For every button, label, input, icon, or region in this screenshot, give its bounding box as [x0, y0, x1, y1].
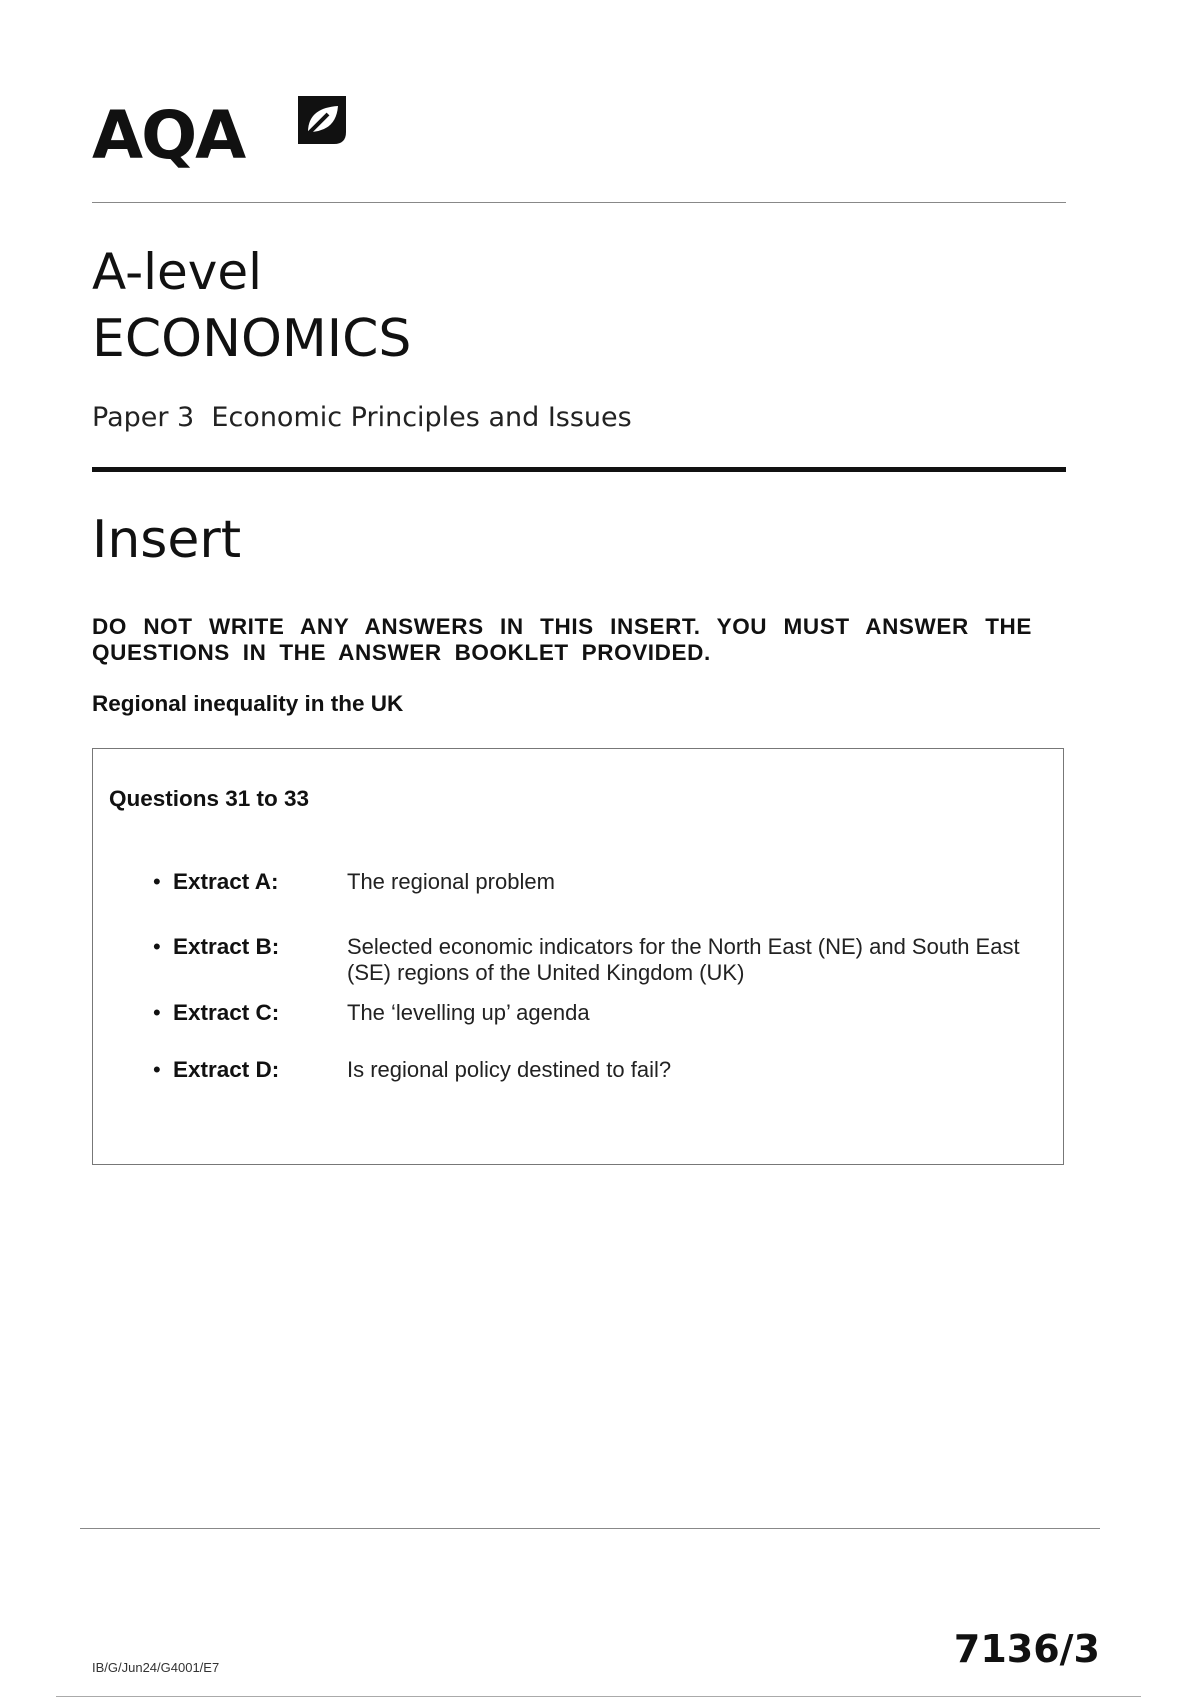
extract-label: Extract B: — [173, 934, 280, 959]
extract-title: Is regional policy destined to fail? — [347, 1057, 672, 1082]
paper-title: Paper 3 Economic Principles and Issues — [92, 402, 632, 433]
page-bottom-line — [56, 1696, 1141, 1697]
insert-title: Insert — [92, 510, 242, 570]
document-reference: IB/G/Jun24/G4001/E7 — [92, 1660, 220, 1675]
extract-title: Selected economic indicators for the North East (NE) and South East (SE) regions of the United Kingdom (UK) — [347, 934, 1020, 985]
bullet-icon: • — [153, 1057, 161, 1082]
footer-divider — [80, 1528, 1100, 1529]
extracts-box — [92, 748, 1064, 1165]
title-divider — [92, 467, 1066, 472]
instruction-warning: DO NOT WRITE ANY ANSWERS IN THIS INSERT. YOU MUST ANSWER THE QUESTIONS IN THE ANSWER BOOKLET PROVIDED. — [92, 614, 1032, 665]
qualification-level: A-level — [92, 243, 263, 301]
paper-code: 7136/3 — [953, 1627, 1100, 1671]
extract-label: Extract C: — [173, 1000, 280, 1025]
bullet-icon: • — [153, 869, 161, 894]
extract-title: The ‘levelling up’ agenda — [347, 1000, 590, 1025]
header-divider — [92, 202, 1066, 203]
leaf-mark-icon — [294, 92, 350, 148]
aqa-logo-text: AQA — [92, 97, 245, 174]
questions-label: Questions 31 to 33 — [109, 786, 310, 811]
extract-label: Extract D: — [173, 1057, 280, 1082]
extract-title: The regional problem — [347, 869, 555, 894]
subject-title: ECONOMICS — [92, 309, 412, 369]
bullet-icon: • — [153, 934, 161, 959]
extract-label: Extract A: — [173, 869, 279, 894]
bullet-icon: • — [153, 1000, 161, 1025]
topic-title: Regional inequality in the UK — [92, 691, 404, 716]
